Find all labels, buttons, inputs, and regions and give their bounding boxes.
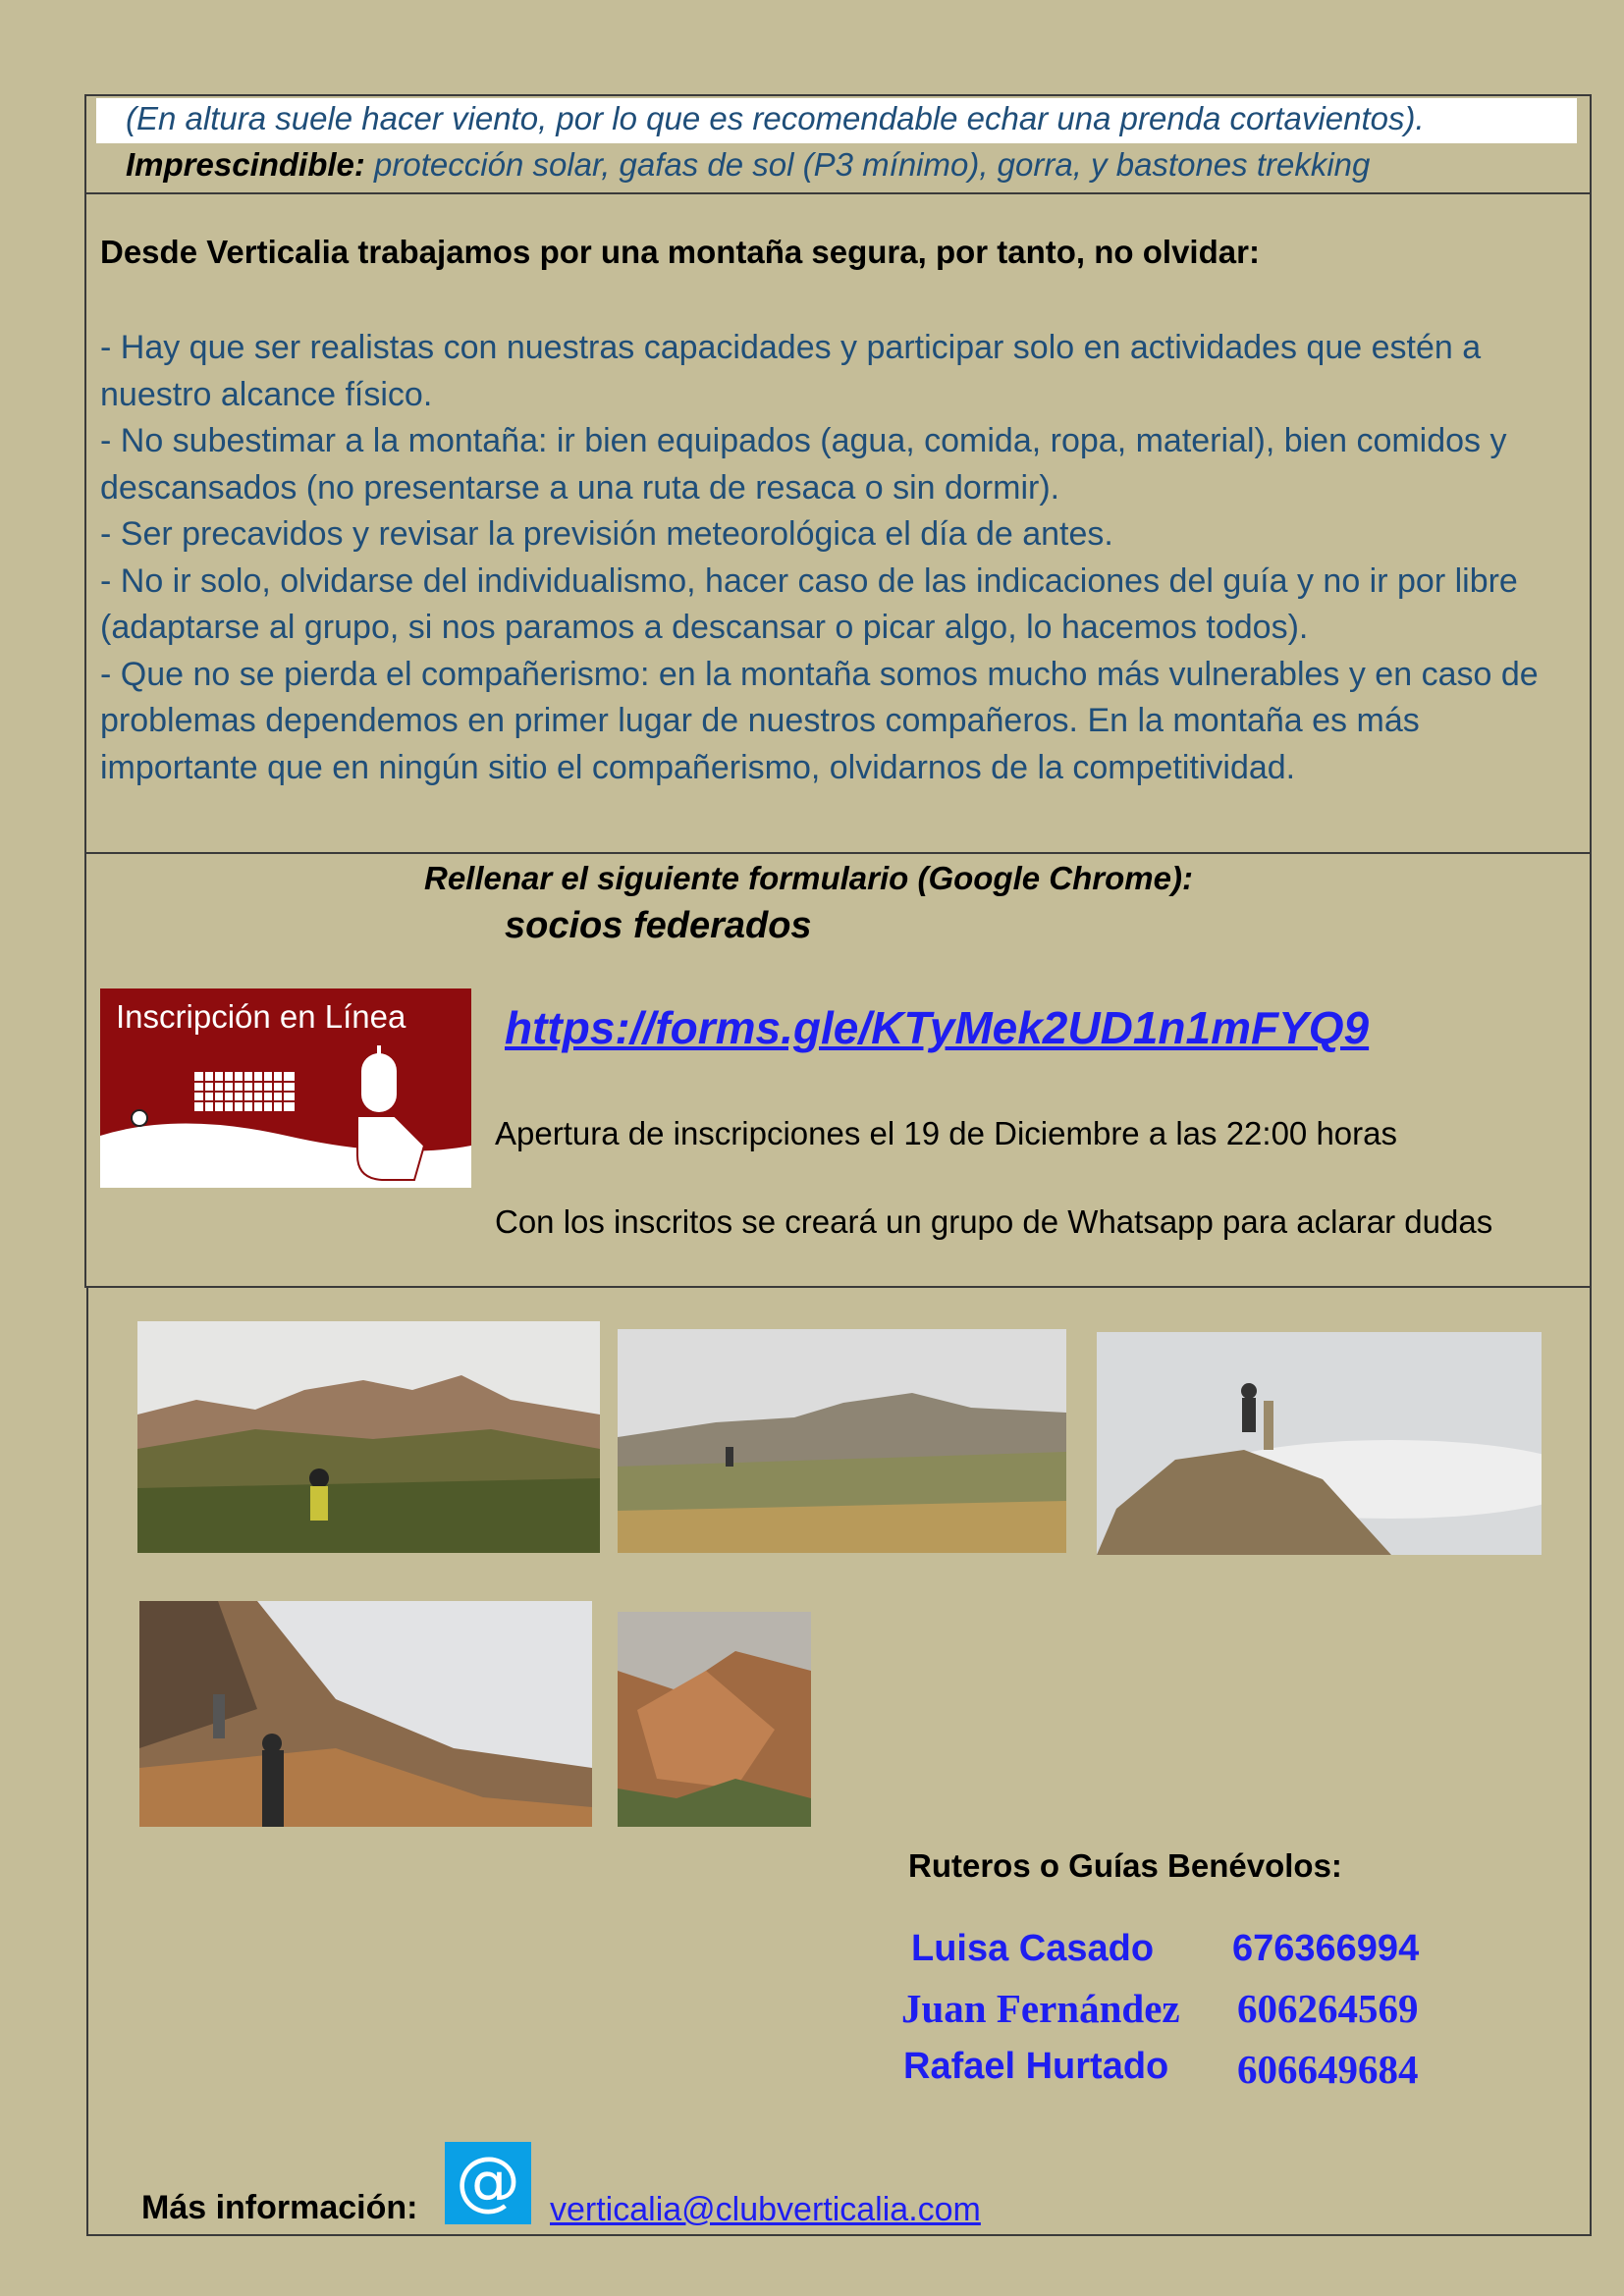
mountain-photo-5 (618, 1612, 811, 1827)
more-info-label: Más información: (141, 2189, 418, 2226)
safety-rule: - No ir solo, olvidarse del individualismo, hacer caso de las indicaciones del guía y no ir por libre (adaptarse al grupo, si nos paramos a descansar o picar algo, lo hacemos todos). (100, 561, 1518, 646)
safety-rules (100, 325, 1581, 791)
guide-row (901, 1985, 1180, 2032)
registration-instruction: Rellenar el siguiente formulario (Google Chrome): (424, 860, 1193, 896)
safety-rule: - Que no se pierda el compañerismo: en la montaña somos mucho más vulnerables y en caso de problemas dependemos en primer lugar de nuestros compañeros. En la montaña es más importante que en ningún sitio el compañerismo, olvidarnos de la competitividad. (100, 655, 1539, 786)
mountain-photo-2 (618, 1329, 1066, 1553)
safety-heading: Desde Verticalia trabajamos por una montaña segura, por tanto, no olvidar: (100, 234, 1260, 270)
form-link[interactable]: https://forms.gle/KTyMek2UD1n1mFYQ9 (505, 1002, 1370, 1053)
at-sign-icon: @ (445, 2142, 531, 2224)
essential-text: protección solar, gafas de sol (P3 mínimo), gorra, y bastones trekking (364, 146, 1371, 183)
guide-name: Juan Fernández (901, 1986, 1180, 2031)
mountain-photo-1 (137, 1321, 600, 1553)
mountain-photo-4 (139, 1601, 592, 1827)
registration-opening: Apertura de inscripciones el 19 de Diciembre a las 22:00 horas (495, 1115, 1398, 1151)
wind-note: (En altura suele hacer viento, por lo que es recomendable echar una prenda cortavientos). (126, 100, 1425, 136)
safety-rule: - Ser precavidos y revisar la previsión meteorológica el día de antes. (100, 515, 1113, 553)
guide-name: Luisa Casado (911, 1928, 1155, 1969)
email-link[interactable]: verticalia@clubverticalia.com (550, 2191, 981, 2228)
guide-phone: 676366994 (1232, 1928, 1420, 1969)
essential-line (126, 146, 1579, 184)
essential-label: Imprescindible: (126, 146, 365, 183)
safety-rule: - Hay que ser realistas con nuestras capacidades y participar solo en actividades que estén a nuestro alcance físico. (100, 329, 1482, 413)
registration-audience: socios federados (505, 905, 812, 946)
keyboard-mouse-icon (100, 988, 471, 1188)
whatsapp-note: Con los inscritos se creará un grupo de Whatsapp para aclarar dudas (495, 1203, 1493, 1240)
guide-row (911, 1928, 1154, 1970)
guides-heading: Ruteros o Guías Benévolos: (908, 1847, 1342, 1884)
mountain-photo-3 (1097, 1332, 1542, 1555)
guide-phone: 606264569 (1237, 1986, 1419, 2031)
guide-name: Rafael Hurtado (903, 2046, 1169, 2087)
badge-title: Inscripción en Línea (116, 998, 406, 1035)
guide-row (903, 2046, 1168, 2088)
online-registration-badge[interactable] (100, 988, 471, 1188)
guide-phone: 606649684 (1237, 2047, 1419, 2092)
safety-rule: - No subestimar a la montaña: ir bien equipados (agua, comida, ropa, material), bien comidos y descansados (no presentarse a una ruta de resaca o sin dormir). (100, 422, 1507, 507)
